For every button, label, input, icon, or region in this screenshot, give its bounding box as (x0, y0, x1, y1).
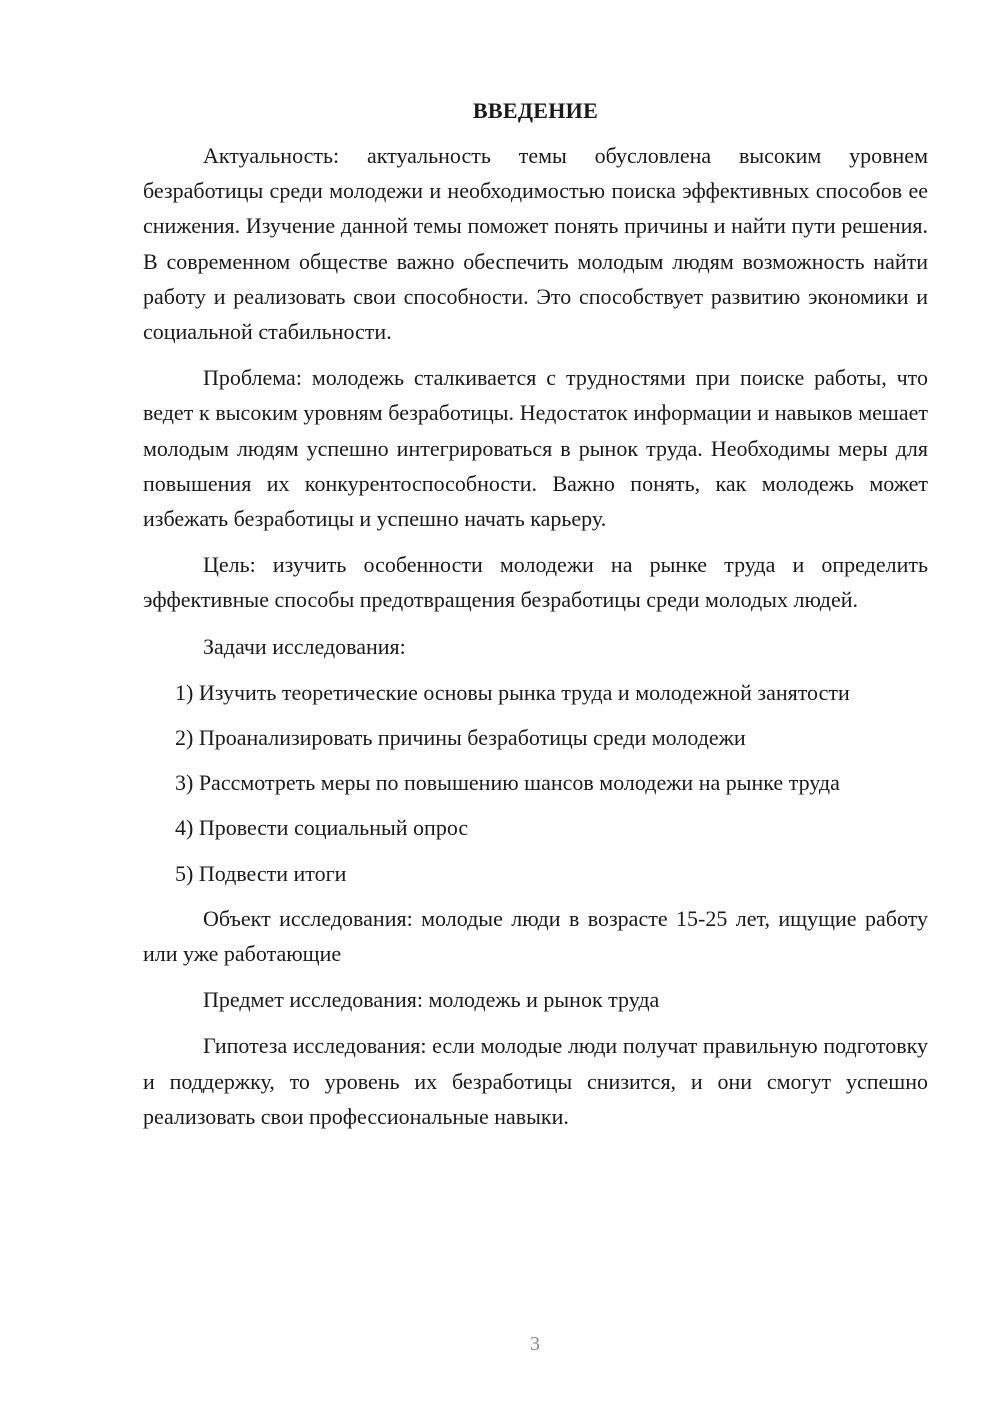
task-item-2: 2) Проанализировать причины безработицы среди молодежи (175, 725, 746, 751)
paragraph-problem: Проблема: молодежь сталкивается с трудностями при поиске работы, что ведет к высоким уровням безработицы. Недостаток информации и навыков мешает молодым людям успешно интегрироваться в рынок труда. Необходимы меры для повышения их конкурентоспособности. Важно понять, как молодежь может избежать безработицы и успешно начать карьеру. (143, 365, 928, 532)
page-number: 3 (530, 1333, 540, 1355)
task-item-3: 3) Рассмотреть меры по повышению шансов молодежи на рынке труда (175, 770, 840, 796)
task-item-1: 1) Изучить теоретические основы рынка труда и молодежной занятости (175, 679, 850, 705)
page-title: ВВЕДЕНИЕ (472, 98, 599, 123)
paragraph-relevance: Актуальность: актуальность темы обусловлена высоким уровнем безработицы среди молодежи и необходимостью поиска эффективных способов ее снижения. Изучение данной темы поможет понять причины и найти пути решения. В современном обществе важно обеспечить молодым людям возможность найти работу и реализовать свои способности. Это способствует развитию экономики и социальной стабильности. (143, 143, 928, 345)
paragraph-goal: Цель: изучить особенности молодежи на рынке труда и определить эффективные способы предотвращения безработицы среди молодых людей. (143, 552, 928, 613)
paragraph-object: Объект исследования: молодые люди в возрасте 15-25 лет, ищущие работу или уже работающие (143, 905, 928, 967)
page-content (143, 94, 928, 1145)
paragraph-subject: Предмет исследования: молодежь и рынок труда (203, 987, 660, 1013)
task-item-5: 5) Подвести итоги (175, 860, 347, 886)
task-item-4: 4) Провести социальный опрос (175, 815, 469, 841)
paragraph-hypothesis: Гипотеза исследования: если молодые люди получат правильную подготовку и поддержку, то уровень их безработицы снизится, и они смогут успешно реализовать свои профессиональные навыки. (143, 1033, 928, 1129)
tasks-heading: Задачи исследования: (203, 633, 406, 659)
